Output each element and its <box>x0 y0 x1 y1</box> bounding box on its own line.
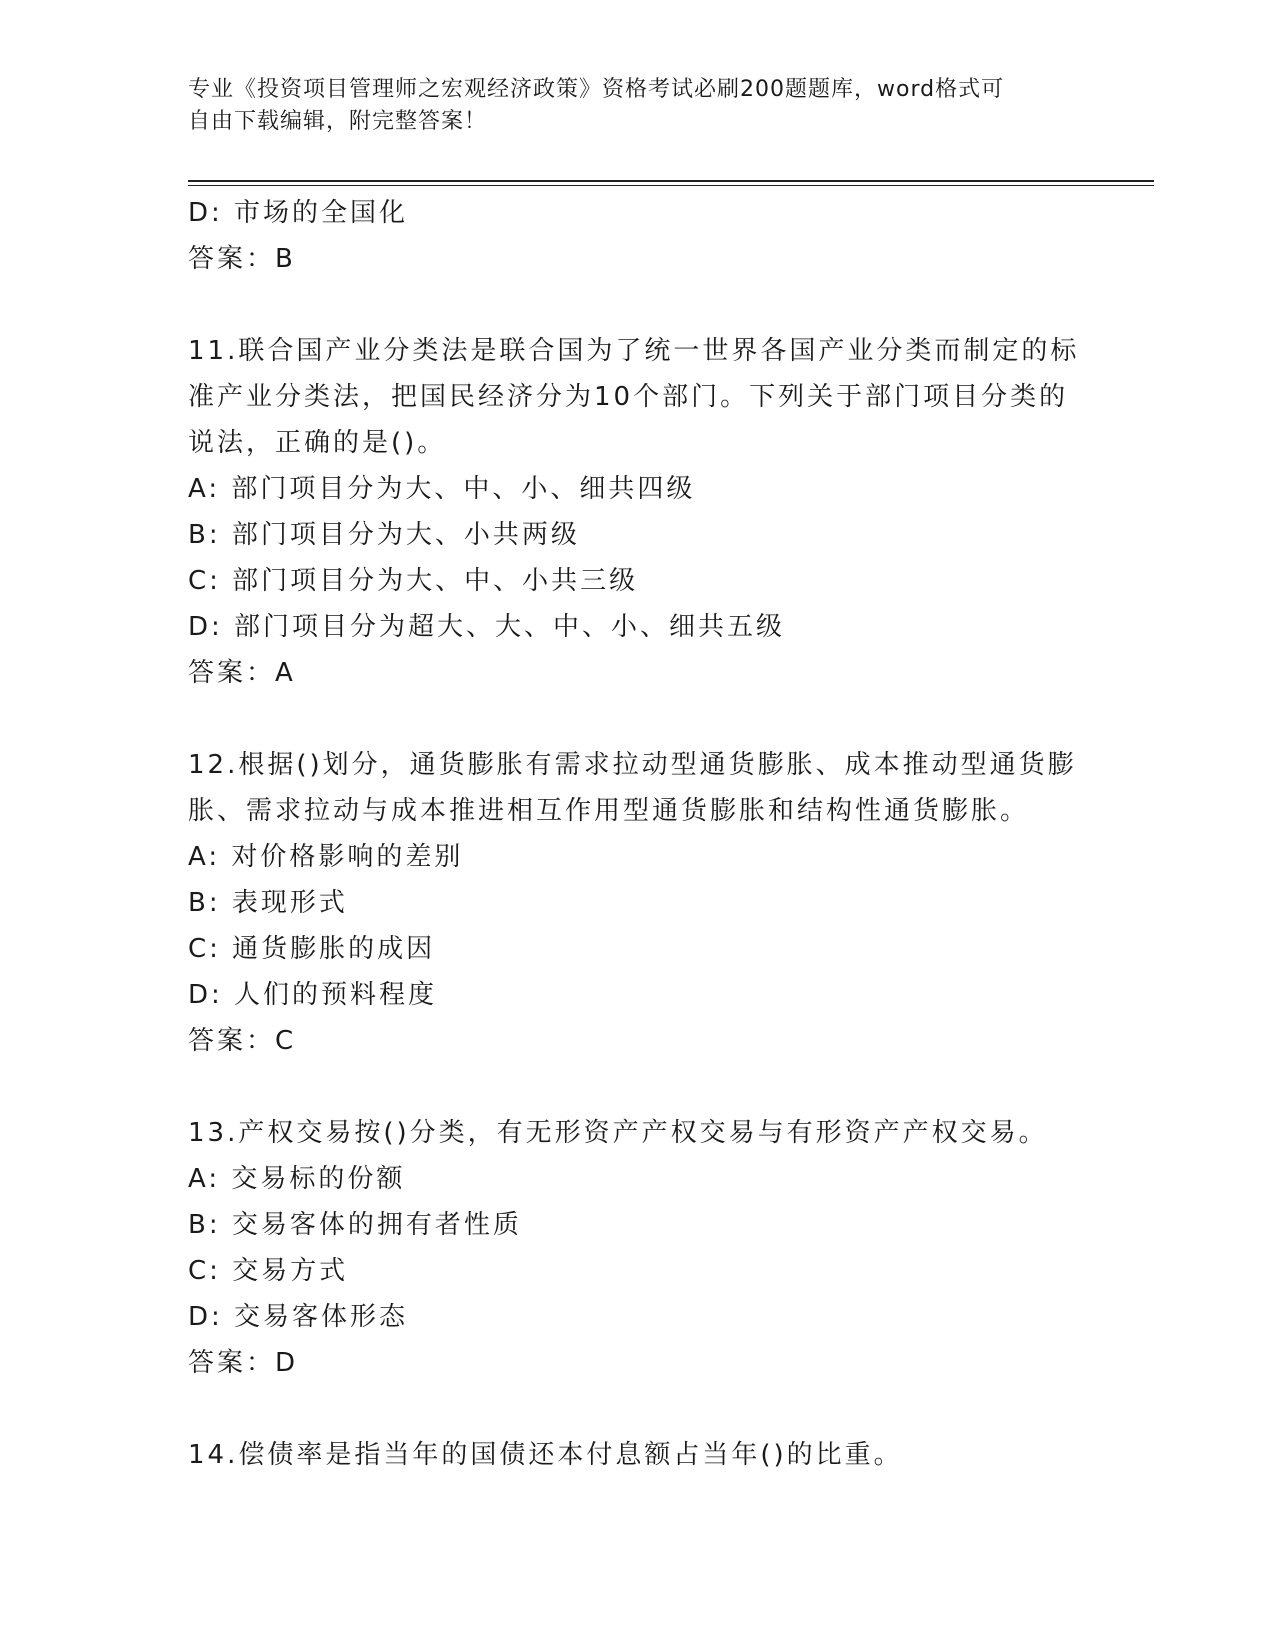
header-line-2: 自由下载编辑，附完整答案！ <box>188 109 488 134</box>
question-text: 11.联合国产业分类法是联合国为了统一世界各国产业分类而制定的标 <box>188 336 1080 366</box>
spacer <box>188 1064 1088 1110</box>
question-text: 胀、需求拉动与成本推进相互作用型通货膨胀和结构性通货膨胀。 <box>188 796 1030 826</box>
page-header <box>188 74 1088 138</box>
option-b: B: 表现形式 <box>188 888 348 918</box>
spacer <box>188 282 1088 328</box>
question-text: 13.产权交易按()分类，有无形资产产权交易与有形资产产权交易。 <box>188 1118 1048 1148</box>
question-13 <box>188 1110 1088 1386</box>
header-divider-thin <box>188 185 1154 186</box>
option-c: C: 部门项目分为大、中、小共三级 <box>188 566 639 596</box>
option-a: A: 部门项目分为大、中、小、细共四级 <box>188 474 696 504</box>
option-d: D: 市场的全国化 <box>188 198 409 228</box>
header-line-1: 专业《投资项目管理师之宏观经济政策》资格考试必刷200题题库，word格式可 <box>188 77 1005 102</box>
answer-line: 答案：B <box>188 244 296 274</box>
option-c: C: 交易方式 <box>188 1256 349 1286</box>
answer-line: 答案：A <box>188 658 296 688</box>
question-text: 说法，正确的是()。 <box>188 428 447 458</box>
question-text: 14.偿债率是指当年的国债还本付息额占当年()的比重。 <box>188 1440 903 1470</box>
option-d: D: 交易客体形态 <box>188 1302 409 1332</box>
answer-line: 答案：C <box>188 1026 297 1056</box>
option-a: A: 交易标的份额 <box>188 1164 406 1194</box>
header-divider-thick <box>188 180 1154 182</box>
option-a: A: 对价格影响的差别 <box>188 842 464 872</box>
spacer <box>188 1386 1088 1432</box>
question-14 <box>188 1432 1088 1478</box>
question-12 <box>188 742 1088 1064</box>
answer-line: 答案：D <box>188 1348 299 1378</box>
question-list <box>188 190 1088 1478</box>
option-b: B: 部门项目分为大、小共两级 <box>188 520 580 550</box>
option-d: D: 人们的预料程度 <box>188 980 438 1010</box>
option-c: C: 通货膨胀的成因 <box>188 934 436 964</box>
question-text: 准产业分类法，把国民经济分为10个部门。下列关于部门项目分类的 <box>188 382 1069 412</box>
option-b: B: 交易客体的拥有者性质 <box>188 1210 522 1240</box>
question-11 <box>188 328 1088 696</box>
question-text: 12.根据()划分，通货膨胀有需求拉动型通货膨胀、成本推动型通货膨 <box>188 750 1077 780</box>
option-d: D: 部门项目分为超大、大、中、小、细共五级 <box>188 612 786 642</box>
spacer <box>188 696 1088 742</box>
